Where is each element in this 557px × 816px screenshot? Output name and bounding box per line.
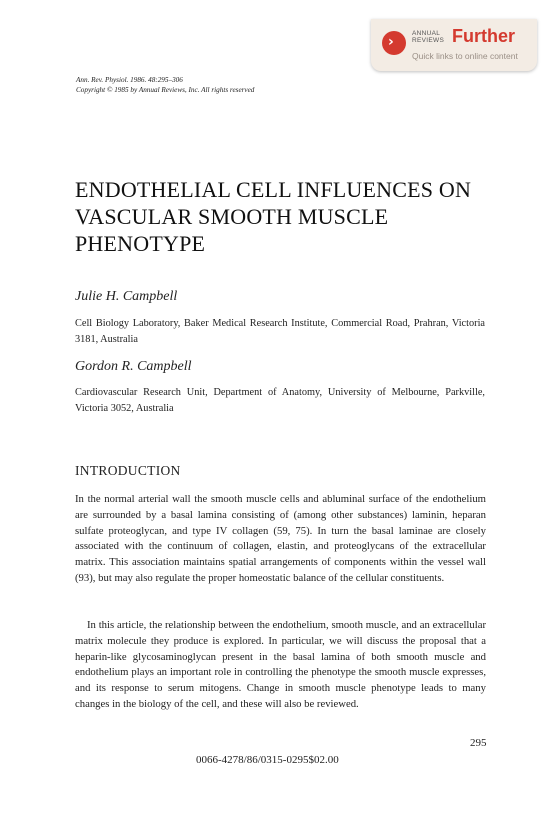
author-affiliation: Cell Biology Laboratory, Baker Medical Research Institute, Commercial Road, Prahran, Victoria 3181, Australia [75, 318, 485, 345]
citation-copyright: Copyright © 1985 by Annual Reviews, Inc. All rights reserved [76, 86, 255, 94]
article-title: ENDOTHELIAL CELL INFLUENCES ON VASCULAR SMOOTH MUSCLE PHENOTYPE [75, 177, 472, 256]
further-label: Further [452, 26, 515, 46]
body-paragraph: In this article, the relationship between the endothelium, smooth muscle, and an extracellular matrix molecule they produce is explored. In particular, we will discuss the proposal that a heparin-like glycosaminoglycan present in the basal lamina of both smooth muscle and endothelium plays an important role in controlling the phenotype the smooth muscle expresses, and its response to serum mitogens. Change in smooth muscle phenotype leads to many changes in the biology of the cell, and these will also be reviewed. [75, 619, 486, 710]
page-number: 295 [470, 737, 487, 749]
price-code: 0066-4278/86/0315-0295$02.00 [196, 754, 339, 766]
body-paragraph: In the normal arterial wall the smooth muscle cells and abluminal surface of the endothelium are surrounded by a basal lamina consisting of (among other substances) laminin, heparan sulfate proteoglycan, and type IV collagen (59, 75). In turn the basal laminae are closely associated with the continuum of collagen, elastin, and proteoglycans of the extracellular matrix. This association maintains spatial arrangements of components within the vessel wall (93), but may also regulate the proper homeostatic balance of the cellular constituents. [75, 493, 486, 584]
quick-links-tagline: Quick links to online content [412, 51, 518, 61]
author-affiliation: Cardiovascular Research Unit, Department of Anatomy, University of Melbourne, Parkville, Victoria 3052, Australia [75, 387, 485, 414]
annual-reviews-logo: ANNUAL REVIEWS [412, 30, 445, 44]
section-heading: INTRODUCTION [75, 463, 181, 478]
author-name: Gordon R. Campbell [75, 359, 192, 374]
citation [76, 75, 254, 95]
further-badge[interactable] [371, 19, 537, 71]
citation-journal: Ann. Rev. Physiol. 1986. 48:295–306 [76, 76, 183, 84]
author-name: Julie H. Campbell [75, 289, 178, 304]
chevron-right-icon: › [382, 31, 406, 55]
